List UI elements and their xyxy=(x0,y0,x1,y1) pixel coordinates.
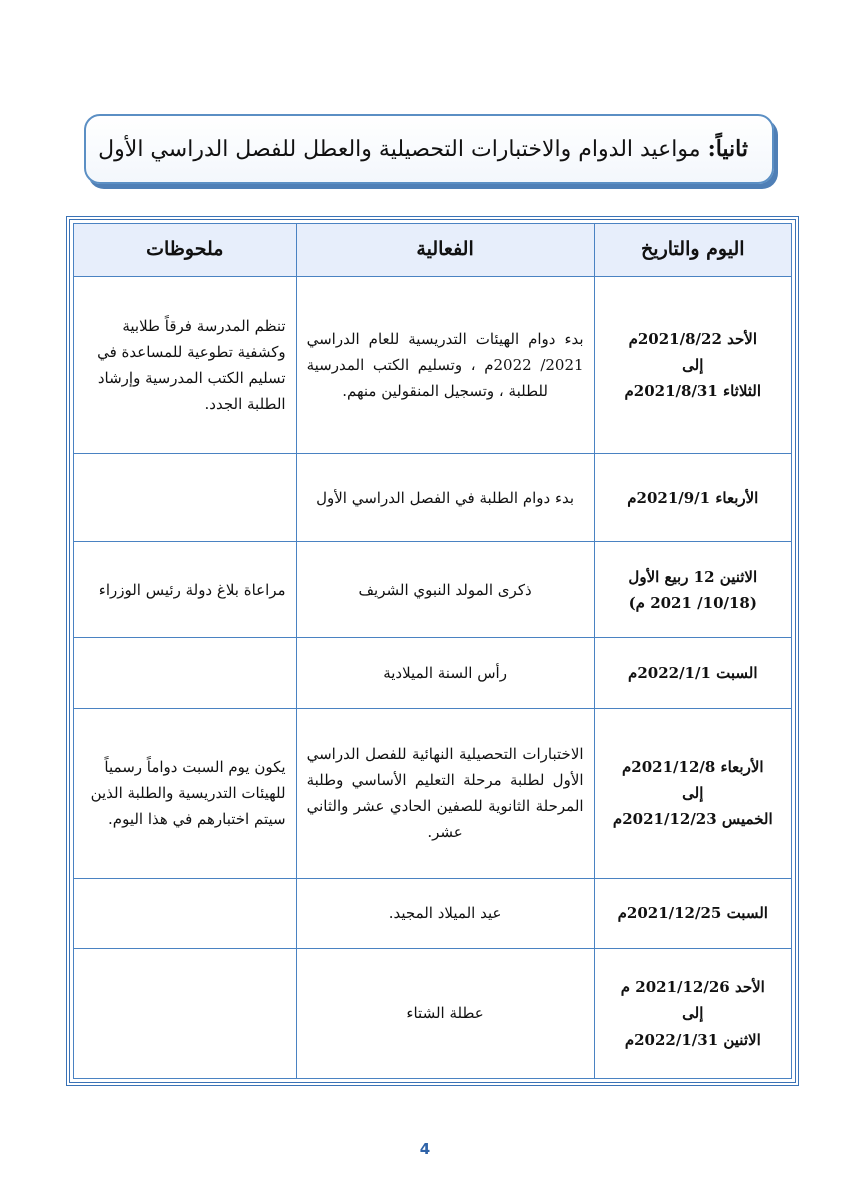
date-line: الأحد 2021/12/26 م xyxy=(620,978,765,997)
notes-cell: مراعاة بلاغ دولة رئيس الوزراء xyxy=(74,542,297,638)
table-row xyxy=(74,542,792,638)
notes-cell: تنظم المدرسة فرقاً طلابية وكشفية تطوعية للمساعدة في تسليم الكتب المدرسية وإرشاد الطلبة الجدد. xyxy=(74,277,297,454)
date-line: إلى xyxy=(682,783,704,802)
date-line: السبت 2022/1/1م xyxy=(628,663,758,682)
section-title xyxy=(98,136,748,162)
table-row xyxy=(74,277,792,454)
section-title-prefix: ثانياً: xyxy=(707,136,748,162)
activity-cell: عطلة الشتاء xyxy=(296,948,594,1078)
notes-cell xyxy=(74,638,297,708)
date-line: (10/18/ 2021 م) xyxy=(628,593,757,612)
table-row xyxy=(74,638,792,708)
header-notes: ملحوظات xyxy=(74,224,297,277)
date-line: إلى xyxy=(682,355,704,374)
activity-cell: رأس السنة الميلادية xyxy=(296,638,594,708)
page-number: 4 xyxy=(419,1140,431,1158)
header-activity: الفعالية xyxy=(296,224,594,277)
date-line: السبت 2021/12/25م xyxy=(617,904,768,923)
date-line: الاثنين 2022/1/31م xyxy=(624,1030,761,1049)
notes-cell xyxy=(74,948,297,1078)
date-line: الخميس 2021/12/23م xyxy=(612,810,773,829)
activity-cell: الاختبارات التحصيلية النهائية للفصل الدراسي الأول لطلبة مرحلة التعليم الأساسي وطلبة المرحلة الثانوية للصفين الحادي عشر والثاني عشر. xyxy=(296,708,594,878)
activity-cell: عيد الميلاد المجيد. xyxy=(296,878,594,948)
notes-cell xyxy=(74,454,297,542)
header-date: اليوم والتاريخ xyxy=(594,224,791,277)
schedule-table-frame xyxy=(66,216,799,1086)
schedule-table xyxy=(73,223,792,1079)
activity-cell: بدء دوام الطلبة في الفصل الدراسي الأول xyxy=(296,454,594,542)
table-row xyxy=(74,878,792,948)
date-cell xyxy=(594,638,791,708)
activity-cell: بدء دوام الهيئات التدريسية للعام الدراسي 2021/ 2022م ، وتسليم الكتب المدرسية للطلبة ، وتسجيل المنقولين منهم. xyxy=(296,277,594,454)
table-header-row xyxy=(74,224,792,277)
date-line: إلى xyxy=(682,1004,704,1023)
section-title-box xyxy=(84,114,774,184)
date-cell xyxy=(594,708,791,878)
table-row xyxy=(74,454,792,542)
notes-cell: يكون يوم السبت دواماً رسمياً للهيئات التدريسية والطلبة الذين سيتم اختبارهم في هذا اليوم. xyxy=(74,708,297,878)
date-cell xyxy=(594,948,791,1078)
date-line: الأحد 2021/8/22م xyxy=(628,329,757,348)
notes-cell xyxy=(74,878,297,948)
date-line: الثلاثاء 2021/8/31م xyxy=(624,382,762,401)
date-cell xyxy=(594,454,791,542)
section-title-text: مواعيد الدوام والاختبارات التحصيلية والعطل للفصل الدراسي الأول xyxy=(98,137,701,162)
date-line: الأربعاء 2021/12/8م xyxy=(622,757,764,776)
date-cell xyxy=(594,542,791,638)
table-row xyxy=(74,948,792,1078)
date-line: الاثنين 12 ربيع الأول xyxy=(628,567,758,586)
date-cell xyxy=(594,277,791,454)
activity-cell: ذكرى المولد النبوي الشريف xyxy=(296,542,594,638)
date-cell xyxy=(594,878,791,948)
date-line: الأربعاء 2021/9/1م xyxy=(627,488,759,507)
table-row xyxy=(74,708,792,878)
